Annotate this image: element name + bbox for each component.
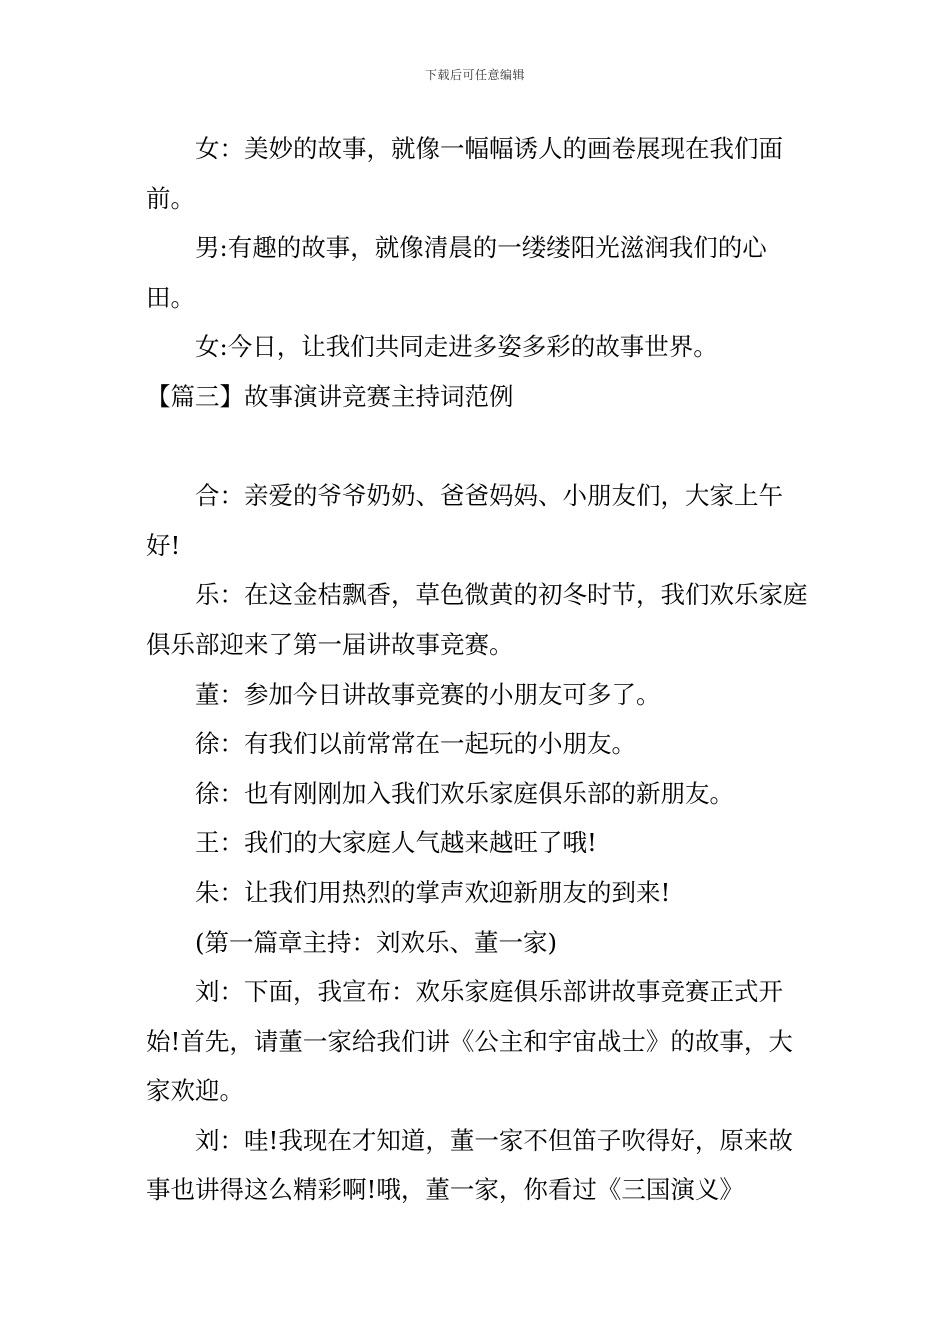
paragraph: 女：美妙的故事，就像一幅幅诱人的画卷展现在我们面前。 (146, 134, 783, 213)
dialogue-line: 刘：下面，我宣布：欢乐家庭俱乐部讲故事竞赛正式开始!首先，请董一家给我们讲《公主和宇宙战士》的故事，大家欢迎。 (146, 977, 793, 1106)
section-title: 【篇三】故事演讲竞赛主持词范例 (146, 381, 514, 411)
paragraph: 女:今日，让我们共同走进多姿多彩的故事世界。 (195, 332, 718, 362)
page-header: 下载后可任意编辑 (424, 68, 525, 82)
dialogue-line: 刘：哇!我现在才知道，董一家不但笛子吹得好，原来故事也讲得这么精彩啊!哦，董一家，你看过《三国演义》 (146, 1125, 793, 1205)
dialogue-line: 王：我们的大家庭人气越来越旺了哦! (195, 828, 597, 858)
dialogue-line: 朱：让我们用热烈的掌声欢迎新朋友的到来! (195, 877, 671, 907)
paragraph: 男:有趣的故事，就像清晨的一缕缕阳光滋润我们的心田。 (146, 233, 767, 312)
blank-line (146, 422, 810, 472)
document-body (146, 124, 810, 1215)
dialogue-line: 乐：在这金桔飘香，草色微黄的初冬时节，我们欢乐家庭俱乐部迎来了第一届讲故事竞赛。 (146, 580, 808, 659)
dialogue-line: 徐：有我们以前常常在一起玩的小朋友。 (195, 729, 636, 759)
dialogue-line: 董：参加今日讲故事竞赛的小朋友可多了。 (195, 679, 661, 709)
dialogue-line: 合：亲爱的爷爷奶奶、爸爸妈妈、小朋友们，大家上午好! (146, 481, 783, 560)
dialogue-line: (第一篇章主持：刘欢乐、董一家) (195, 927, 558, 957)
dialogue-line: 徐：也有刚刚加入我们欢乐家庭俱乐部的新朋友。 (195, 778, 734, 808)
